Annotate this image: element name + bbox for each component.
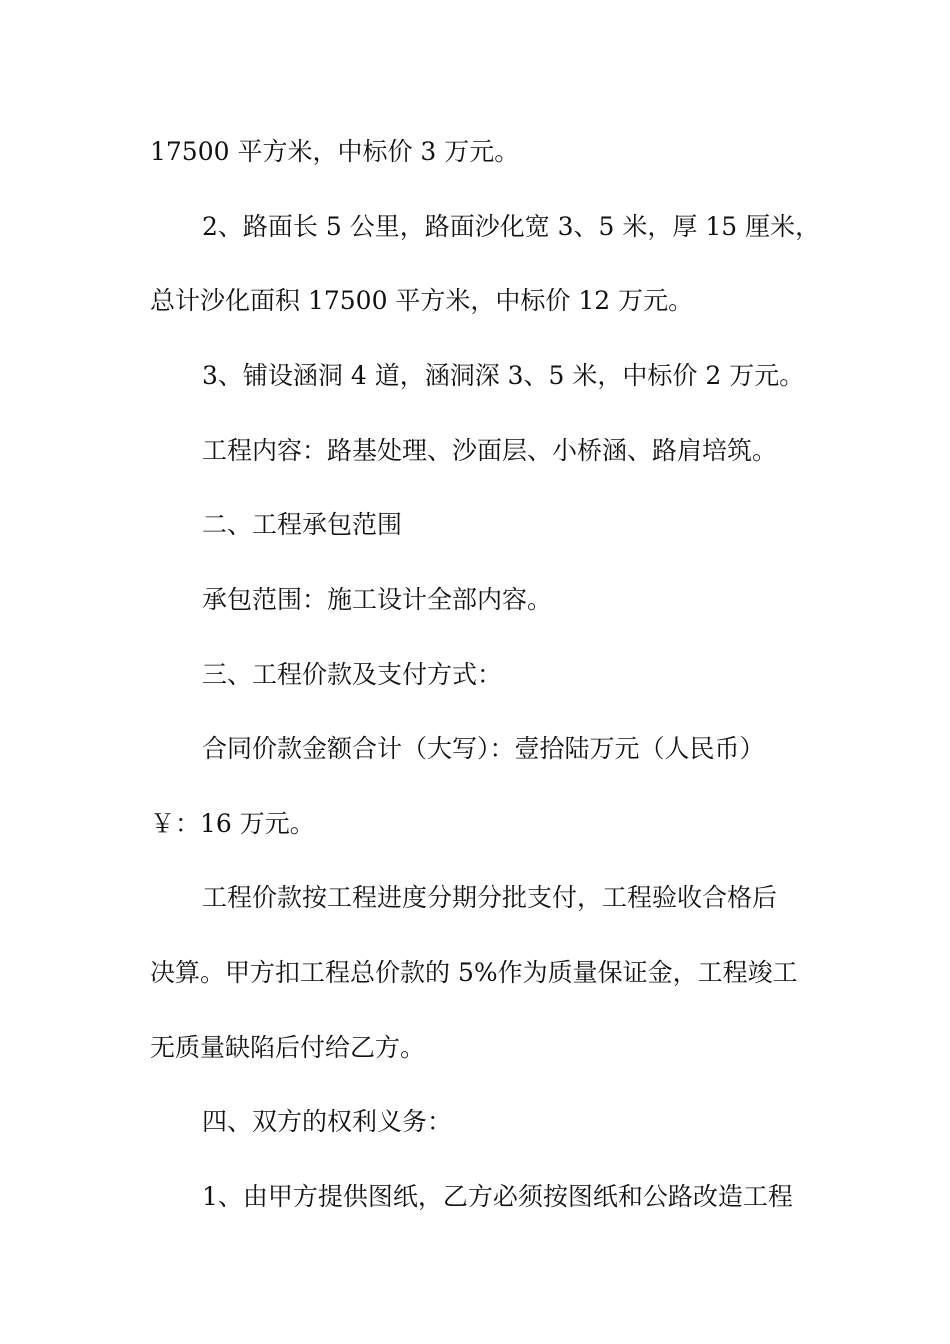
section-heading-2: 二、工程承包范围 bbox=[202, 510, 403, 539]
text-line-9: 合同价款金额合计（大写）：壹拾陆万元（人民币） bbox=[202, 734, 765, 763]
text-line-11: 工程价款按工程进度分期分批支付，工程验收合格后 bbox=[202, 883, 778, 912]
section-heading-4: 四、双方的权利义务： bbox=[202, 1107, 453, 1136]
text-line-13: 无质量缺陷后付给乙方。 bbox=[150, 1033, 426, 1062]
text-line-3: 总计沙化面积 17500 平方米，中标价 12 万元。 bbox=[150, 286, 694, 315]
text-line-1: 17500 平方米，中标价 3 万元。 bbox=[150, 137, 520, 166]
text-line-12: 决算。甲方扣工程总价款的 5%作为质量保证金，工程竣工 bbox=[150, 958, 798, 987]
text-line-2: 2、路面长 5 公里，路面沙化宽 3、5 米，厚 15 厘米， bbox=[202, 212, 821, 241]
section-heading-3: 三、工程价款及支付方式： bbox=[202, 660, 503, 689]
text-line-7: 承包范围：施工设计全部内容。 bbox=[202, 585, 553, 614]
text-line-4: 3、铺设涵洞 4 道，涵洞深 3、5 米，中标价 2 万元。 bbox=[202, 361, 805, 390]
text-line-15: 1、由甲方提供图纸，乙方必须按图纸和公路改造工程 bbox=[202, 1182, 793, 1211]
text-line-5: 工程内容：路基处理、沙面层、小桥涵、路肩培筑。 bbox=[202, 436, 778, 465]
text-line-10: ￥：16 万元。 bbox=[150, 809, 315, 838]
